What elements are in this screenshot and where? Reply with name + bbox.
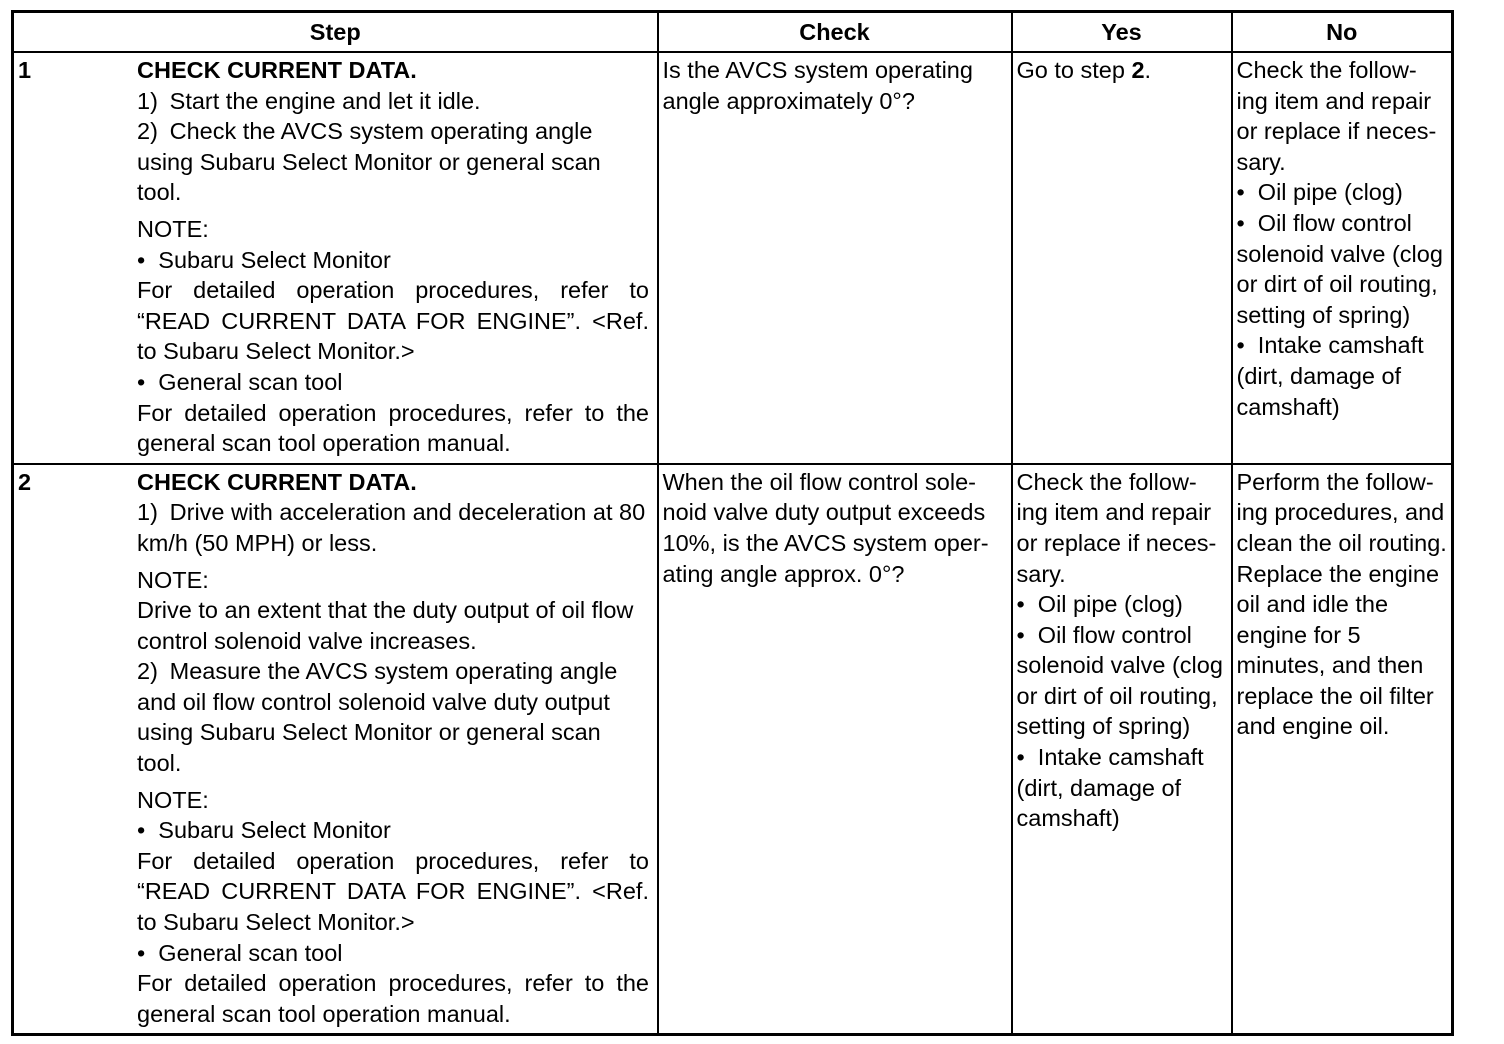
yes-suffix: . xyxy=(1144,57,1152,83)
note-bullet: • Subaru Select Monitor xyxy=(137,245,649,276)
step-cell xyxy=(13,464,658,1035)
header-no: No xyxy=(1232,12,1453,53)
header-check: Check xyxy=(658,12,1012,53)
yes-item: • Oil flow control solenoid valve (clog or dirt of oil routing, setting of spring) xyxy=(1017,620,1228,742)
step-number: 1 xyxy=(18,57,32,83)
check-cell xyxy=(658,464,1012,1035)
no-item: • Intake camshaft (dirt, damage of camshaft) xyxy=(1237,330,1449,422)
no-cell xyxy=(1232,464,1453,1035)
note-label: NOTE: xyxy=(137,786,209,813)
note-text: For detailed operation procedures, refer to the general scan tool operation manual. xyxy=(137,399,649,457)
step-title: CHECK CURRENT DATA. xyxy=(137,57,417,83)
note-bullet: • Subaru Select Monitor xyxy=(137,815,649,846)
note-bullet: • General scan tool xyxy=(137,938,649,969)
note-bullet: • General scan tool xyxy=(137,367,649,398)
note-label: NOTE: xyxy=(137,566,209,593)
step-instruction: 2) Measure the AVCS system operating angle and oil flow control solenoid valve duty output using Subaru Select Monitor or general scan tool. xyxy=(137,658,618,777)
no-item: • Oil pipe (clog) xyxy=(1237,177,1449,208)
diagnostic-procedure-table xyxy=(11,10,1454,1036)
step-instruction: 2) Check the AVCS system operating angle using Subaru Select Monitor or general scan tool. xyxy=(137,118,601,206)
note-label: NOTE: xyxy=(137,215,209,242)
yes-prefix: Go to step xyxy=(1016,57,1132,83)
table-row xyxy=(13,464,1453,1035)
yes-intro: Check the follow-ing item and repair or replace if neces-sary. xyxy=(1016,468,1217,587)
step-body xyxy=(137,467,649,1030)
table-row xyxy=(13,52,1453,464)
step-cell xyxy=(13,52,658,464)
header-row xyxy=(13,12,1453,53)
no-cell xyxy=(1232,52,1453,464)
check-question: When the oil flow control sole-noid valve duty output exceeds 10%, is the AVCS system oper-ating angle approx. 0°? xyxy=(662,468,989,587)
note-text: For detailed operation procedures, refer to the general scan tool operation manual. xyxy=(137,970,649,1027)
no-item: • Oil flow control solenoid valve (clog or dirt of oil routing, setting of spring) xyxy=(1237,208,1449,330)
no-text: Perform the follow-ing procedures, and clean the oil routing. xyxy=(1236,468,1447,556)
no-text: Replace the engine oil and idle the engine for 5 minutes, and then replace the oil filter and engine oil. xyxy=(1236,560,1440,740)
note-text: For detailed operation procedures, refer to “READ CURRENT DATA FOR ENGINE”. <Ref. to Subaru Select Monitor.> xyxy=(137,277,649,365)
note-text: For detailed operation procedures, refer to “READ CURRENT DATA FOR ENGINE”. <Ref. to Subaru Select Monitor.> xyxy=(137,847,649,936)
yes-cell xyxy=(1012,464,1232,1035)
yes-step-ref: 2 xyxy=(1131,57,1145,83)
no-intro: Check the follow-ing item and repair or replace if neces-sary. xyxy=(1236,57,1437,175)
note-text: Drive to an extent that the duty output of oil flow control solenoid valve increases. xyxy=(137,597,634,654)
check-cell xyxy=(658,52,1012,464)
step-number: 2 xyxy=(18,468,32,495)
yes-action xyxy=(1017,53,1228,86)
yes-item: • Intake camshaft (dirt, damage of camshaft) xyxy=(1017,742,1228,834)
step-instruction: 1) Start the engine and let it idle. xyxy=(137,87,481,114)
yes-cell xyxy=(1012,52,1232,464)
header-step: Step xyxy=(13,12,658,53)
step-title: CHECK CURRENT DATA. xyxy=(137,468,417,495)
yes-item: • Oil pipe (clog) xyxy=(1017,589,1228,620)
step-instruction: 1) Drive with acceleration and deceleration at 80 km/h (50 MPH) or less. xyxy=(137,499,646,556)
check-question: Is the AVCS system operating angle approximately 0°? xyxy=(662,57,973,114)
header-yes: Yes xyxy=(1012,12,1232,53)
step-body xyxy=(137,55,649,459)
